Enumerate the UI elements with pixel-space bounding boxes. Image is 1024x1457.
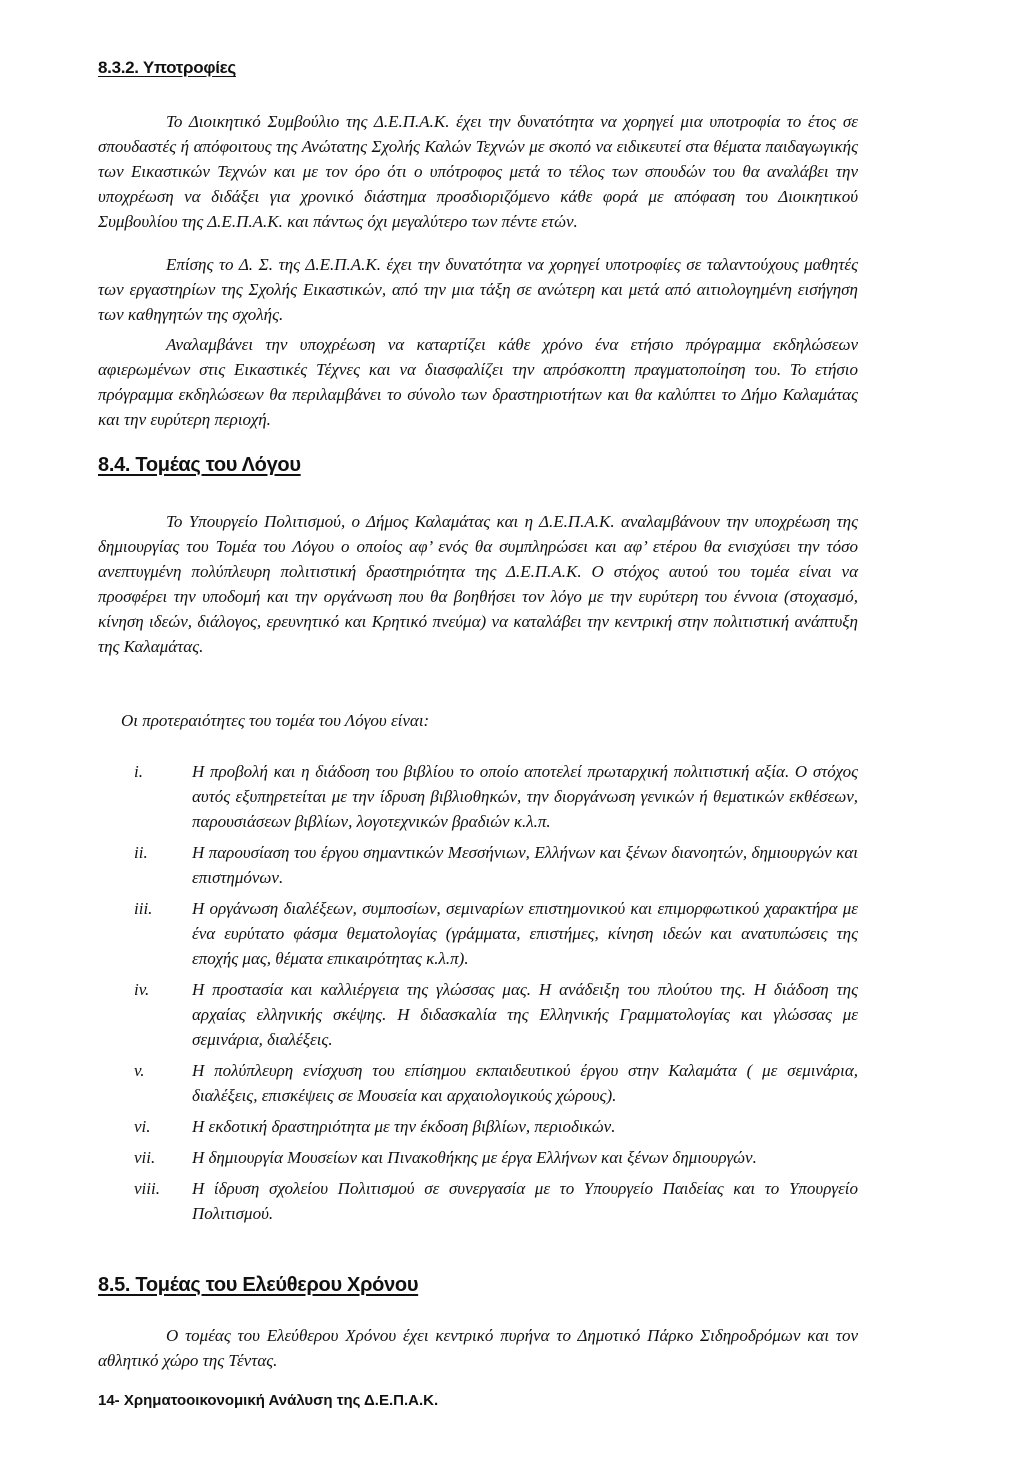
list-item-text: Η πολύπλευρη ενίσχυση του επίσημου εκπαιδευτικού έργου στην Καλαμάτα ( με σεμινάρια, διαλέξεις, επισκέψεις σε Μουσεία και αρχαιολογικούς χώρους).: [192, 1061, 858, 1105]
list-marker: iii.: [134, 899, 153, 918]
paragraph-free-time: Ο τομέας του Ελεύθερου Χρόνου έχει κεντρικό πυρήνα το Δημοτικό Πάρκο Σιδηροδρόμων και τον αθλητικό χώρο της Τέντας.: [98, 1326, 858, 1370]
list-item-text: Η οργάνωση διαλέξεων, συμποσίων, σεμιναρίων επιστημονικού και επιμορφωτικού χαρακτήρα με ένα ευρύτατο φάσμα θεματολογίας (γράμματα, επιστήμες, κίνηση ιδεών και ανατυπώσεις της εποχής μας, θέματα επικαιρότητας κ.λ.π).: [192, 899, 858, 968]
list-item-text: Η παρουσίαση του έργου σημαντικών Μεσσήνιων, Ελλήνων και ξένων διανοητών, δημιουργών και επιστημόνων.: [192, 843, 858, 887]
section-heading-logos: 8.4. Τομέας του Λόγου: [98, 454, 301, 476]
list-item: [98, 896, 858, 971]
list-marker: viii.: [134, 1179, 160, 1198]
list-marker: vii.: [134, 1148, 156, 1167]
priorities-intro: Οι προτεραιότητες του τομέα του Λόγου είναι:: [121, 711, 430, 730]
list-item-text: Η δημιουργία Μουσείων και Πινακοθήκης με έργα Ελλήνων και ξένων δημιουργών.: [192, 1148, 757, 1167]
paragraph-scholarship-students: Επίσης το Δ. Σ. της Δ.Ε.Π.Α.Κ. έχει την δυνατότητα να χορηγεί υποτροφίες σε ταλαντούχους μαθητές των εργαστηρίων της Σχολής Εικαστικών, από την μια τάξη σε ανώτερη και μετά από αιτιολογημένη εισήγηση των καθηγητών της σχολής.: [98, 255, 858, 324]
list-item: [98, 1145, 858, 1170]
list-item-text: Η ίδρυση σχολείου Πολιτισμού σε συνεργασία με το Υπουργείο Παιδείας και το Υπουργείο Πολιτισμού.: [192, 1179, 858, 1223]
priorities-list: [98, 759, 858, 1232]
list-item-text: Η εκδοτική δραστηριότητα με την έκδοση βιβλίων, περιοδικών.: [192, 1117, 616, 1136]
list-item: [98, 1114, 858, 1139]
list-marker: v.: [134, 1061, 145, 1080]
paragraph-logos-sector: Το Υπουργείο Πολιτισμού, ο Δήμος Καλαμάτας και η Δ.Ε.Π.Α.Κ. αναλαμβάνουν την υποχρέωση της δημιουργίας του Τομέα του Λόγου ο οποίος αφ’ ενός θα συμπληρώσει και αφ’ ετέρου θα ενισχύσει την τόσο ανεπτυγμένη πολύπλευρη πολιτιστική δραστηριότητα της Δ.Ε.Π.Α.Κ. Ο στόχος αυτού του τομέα είναι να προσφέρει την υποδομή και την οργάνωση που θα βοηθήσει τον λόγο με την ευρύτερη του έννοια (στοχασμό, κίνηση ιδεών, διάλογος, ερευνητικό και Κρητικό πνεύμα) να καταλάβει την κεντρική στην πολιτιστική ανάπτυξη της Καλαμάτας.: [98, 512, 858, 656]
list-marker: i.: [134, 762, 143, 781]
paragraph-annual-program: Αναλαμβάνει την υποχρέωση να καταρτίζει κάθε χρόνο ένα ετήσιο πρόγραμμα εκδηλώσεων αφιερωμένων στις Εικαστικές Τέχνες και να διασφαλίζει την απρόσκοπτη πραγματοποίηση του. Το ετήσιο πρόγραμμα εκδηλώσεων θα περιλαμβάνει το σύνολο των δραστηριοτήτων και θα καλύπτει το Δήμο Καλαμάτας και την ευρύτερη περιοχή.: [98, 335, 858, 429]
list-marker: iv.: [134, 980, 150, 999]
page-footer: 14- Χρηματοοικονομική Ανάλυση της Δ.Ε.Π.Α.Κ.: [98, 1392, 439, 1409]
list-item-text: Η προστασία και καλλιέργεια της γλώσσας μας. Η ανάδειξη του πλούτου της. Η διάδοση της αρχαίας ελληνικής σκέψης. Η διδασκαλία της Ελληνικής Γραμματολογίας και γλώσσας με σεμινάρια, διαλέξεις.: [192, 980, 858, 1049]
section-heading-free-time: 8.5. Τομέας του Ελεύθερου Χρόνου: [98, 1274, 419, 1296]
list-marker: vi.: [134, 1117, 151, 1136]
list-item: [98, 1176, 858, 1226]
list-item-text: Η προβολή και η διάδοση του βιβλίου το οποίο αποτελεί πρωταρχική πολιτιστική αξία. Ο στόχος αυτός εξυπηρετείται με την ίδρυση βιβλιοθηκών, την διοργάνωση γενικών ή θεματικών εκθέσεων, παρουσιάσεων βιβλίων, λογοτεχνικών βραδιών κ.λ.π.: [192, 762, 858, 831]
list-item: [98, 977, 858, 1052]
list-item: [98, 1058, 858, 1108]
list-item: [98, 759, 858, 834]
section-heading-scholarships: 8.3.2. Υποτροφίες: [98, 58, 236, 77]
list-item: [98, 840, 858, 890]
paragraph-scholarship-board: Το Διοικητικό Συμβούλιο της Δ.Ε.Π.Α.Κ. έχει την δυνατότητα να χορηγεί μια υποτροφία το έτος σε σπουδαστές ή απόφοιτους της Ανώτατης Σχολής Καλών Τεχνών με σκοπό να ειδικευτεί στα θέματα παιδαγωγικής των Εικαστικών Τεχνών και με τον όρο ότι ο υπότροφος μετά το τέλος των σπουδών του θα αναλάβει την υποχρέωση να διδάξει για χρονικό διάστημα προσδιοριζόμενο κάθε φορά με απόφαση του Διοικητικού Συμβουλίου της Δ.Ε.Π.Α.Κ. και πάντως όχι μεγαλύτερο των πέντε ετών.: [98, 112, 858, 231]
list-marker: ii.: [134, 843, 148, 862]
